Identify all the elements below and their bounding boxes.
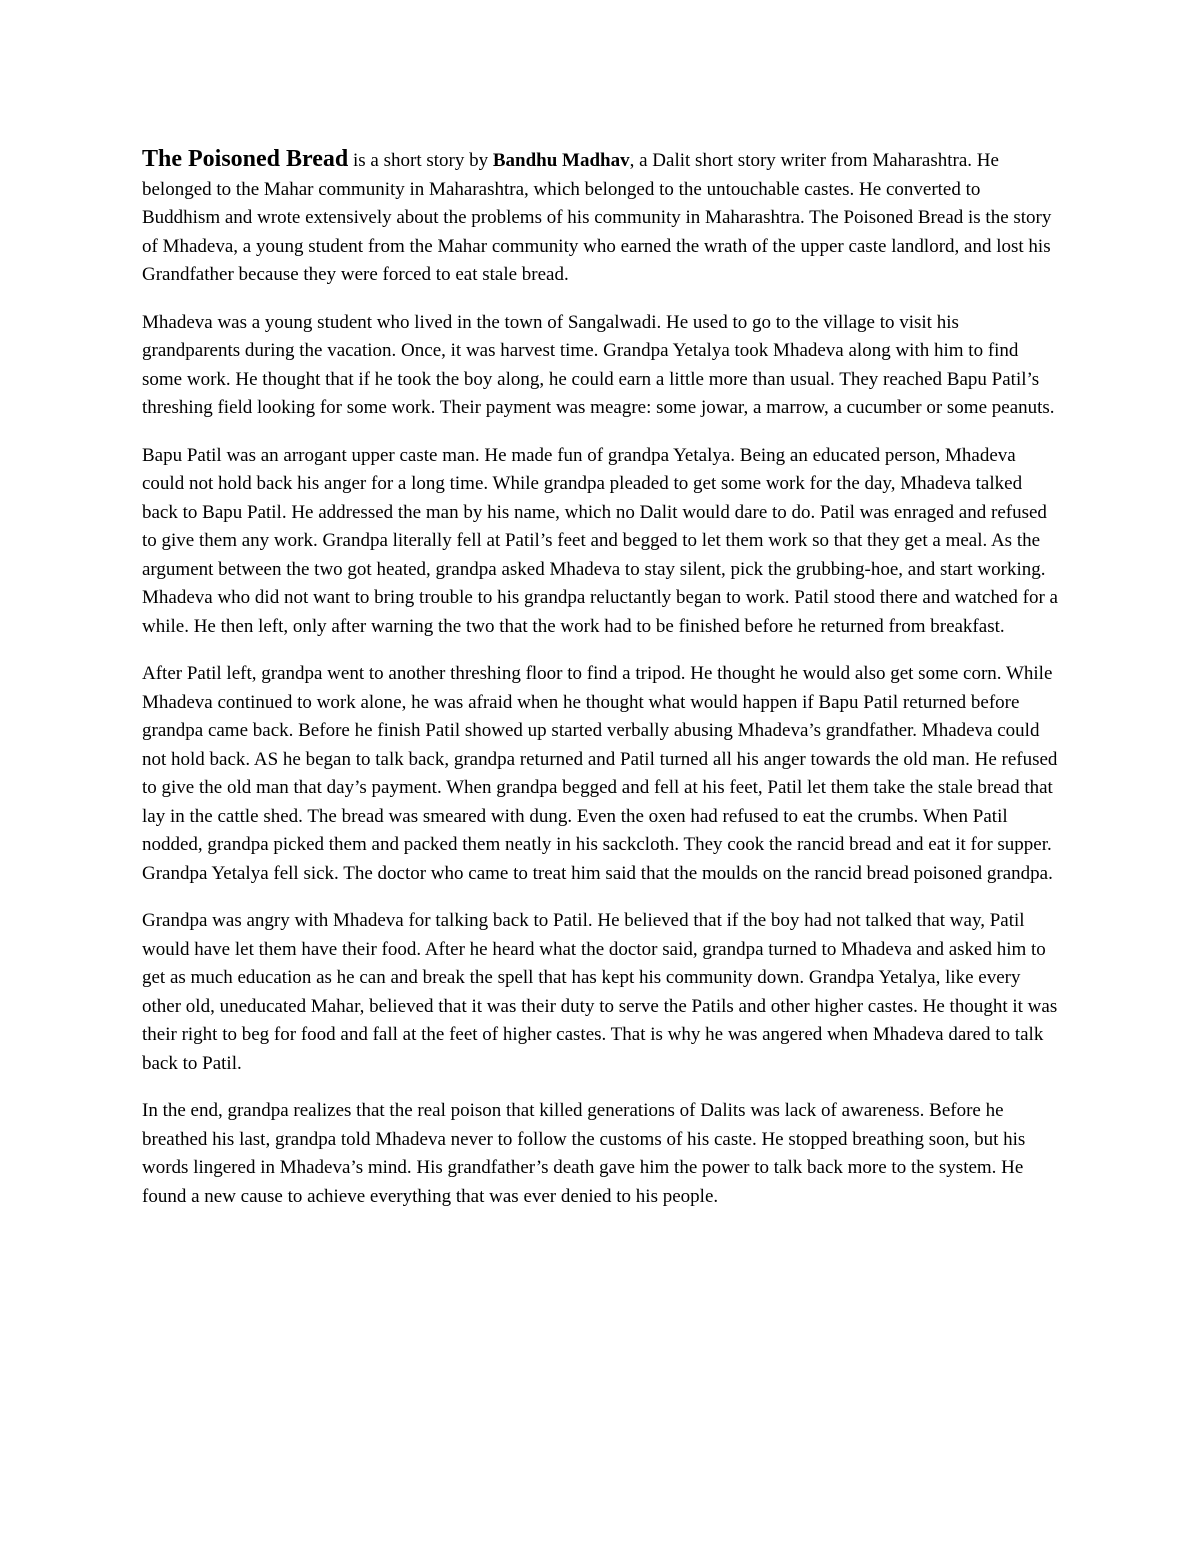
paragraph-visit: Mhadeva was a young student who lived in the town of Sangalwadi. He used to go to the village to visit his grandparents during the vacation. Once, it was harvest time. Grandpa Yetalya took Mhadeva along with him to find some work. He thought that if he took the boy along, he could earn a little more than usual. They reached Bapu Patil’s threshing field looking for some work. Their payment was meagre: some jowar, a marrow, a cucumber or some peanuts. <box>142 311 1055 418</box>
author-name: Bandhu Madhav <box>492 150 630 171</box>
story-title: The Poisoned Bread <box>142 146 349 172</box>
paragraph-ending: In the end, grandpa realizes that the real poison that killed generations of Dalits was lack of awareness. Before he breathed his last, grandpa told Mhadeva never to follow the customs of his caste. He stopped breathing soon, but his words lingered in Mhadeva’s mind. His grandfather’s death gave him the power to talk back more to the system. He found a new cause to achieve everything that was ever denied to his people. <box>142 1100 1026 1207</box>
document-body <box>142 144 1060 1230</box>
paragraph-grandpa-anger: Grandpa was angry with Mhadeva for talking back to Patil. He believed that if the boy had not talked that way, Patil would have let them have their food. After he heard what the doctor said, grandpa turned to Mhadeva and asked him to get as much education as he can and break the spell that has kept his community down. Grandpa Yetalya, like every other old, uneducated Mahar, believed that it was their duty to serve the Patils and other higher castes. He thought it was their right to beg for food and fall at the feet of higher castes. That is why he was angered when Mhadeva dared to talk back to Patil. <box>142 910 1058 1074</box>
intro-paragraph <box>142 144 1060 290</box>
paragraph-stale-bread: After Patil left, grandpa went to another threshing floor to find a tripod. He thought he would also get some corn. While Mhadeva continued to work alone, he was afraid when he thought what would happen if Bapu Patil returned before grandpa came back. Before he finish Patil showed up started verbally abusing Mhadeva’s grandfather. Mhadeva could not hold back. AS he began to talk back, grandpa returned and Patil turned all his anger towards the old man. He refused to give the old man that day’s payment. When grandpa begged and fell at his feet, Patil let them take the stale bread that lay in the cattle shed. The bread was smeared with dung. Even the oxen had refused to eat the crumbs. When Patil nodded, grandpa picked them and packed them neatly in his sackcloth. They cook the rancid bread and eat it for supper. Grandpa Yetalya fell sick. The doctor who came to treat him said that the moulds on the rancid bread poisoned grandpa. <box>142 663 1058 884</box>
paragraph-argument: Bapu Patil was an arrogant upper caste man. He made fun of grandpa Yetalya. Being an educated person, Mhadeva could not hold back his anger for a long time. While grandpa pleaded to get some work for the day, Mhadeva talked back to Bapu Patil. He addressed the man by his name, which no Dalit would dare to do. Patil was enraged and refused to give them any work. Grandpa literally fell at Patil’s feet and begged to let them work so that they get a meal. As the argument between the two got heated, grandpa asked Mhadeva to stay silent, pick the grubbing-hoe, and start working. Mhadeva who did not want to bring trouble to his grandpa reluctantly began to work. Patil stood there and watched for a while. He then left, only after warning the two that the work had to be finished before he returned from breakfast. <box>142 444 1058 637</box>
intro-text-1: is a short story by <box>348 150 493 171</box>
intro-text-2: , a Dalit short story writer from Maharashtra. He belonged to the Mahar community in Maharashtra, which belonged to the untouchable castes. He converted to Buddhism and wrote extensively about the problems of his community in Maharashtra. The Poisoned Bread is the story of Mhadeva, a young student from the Mahar community who earned the wrath of the upper caste landlord, and lost his Grandfather because they were forced to eat stale bread. <box>142 150 1052 285</box>
